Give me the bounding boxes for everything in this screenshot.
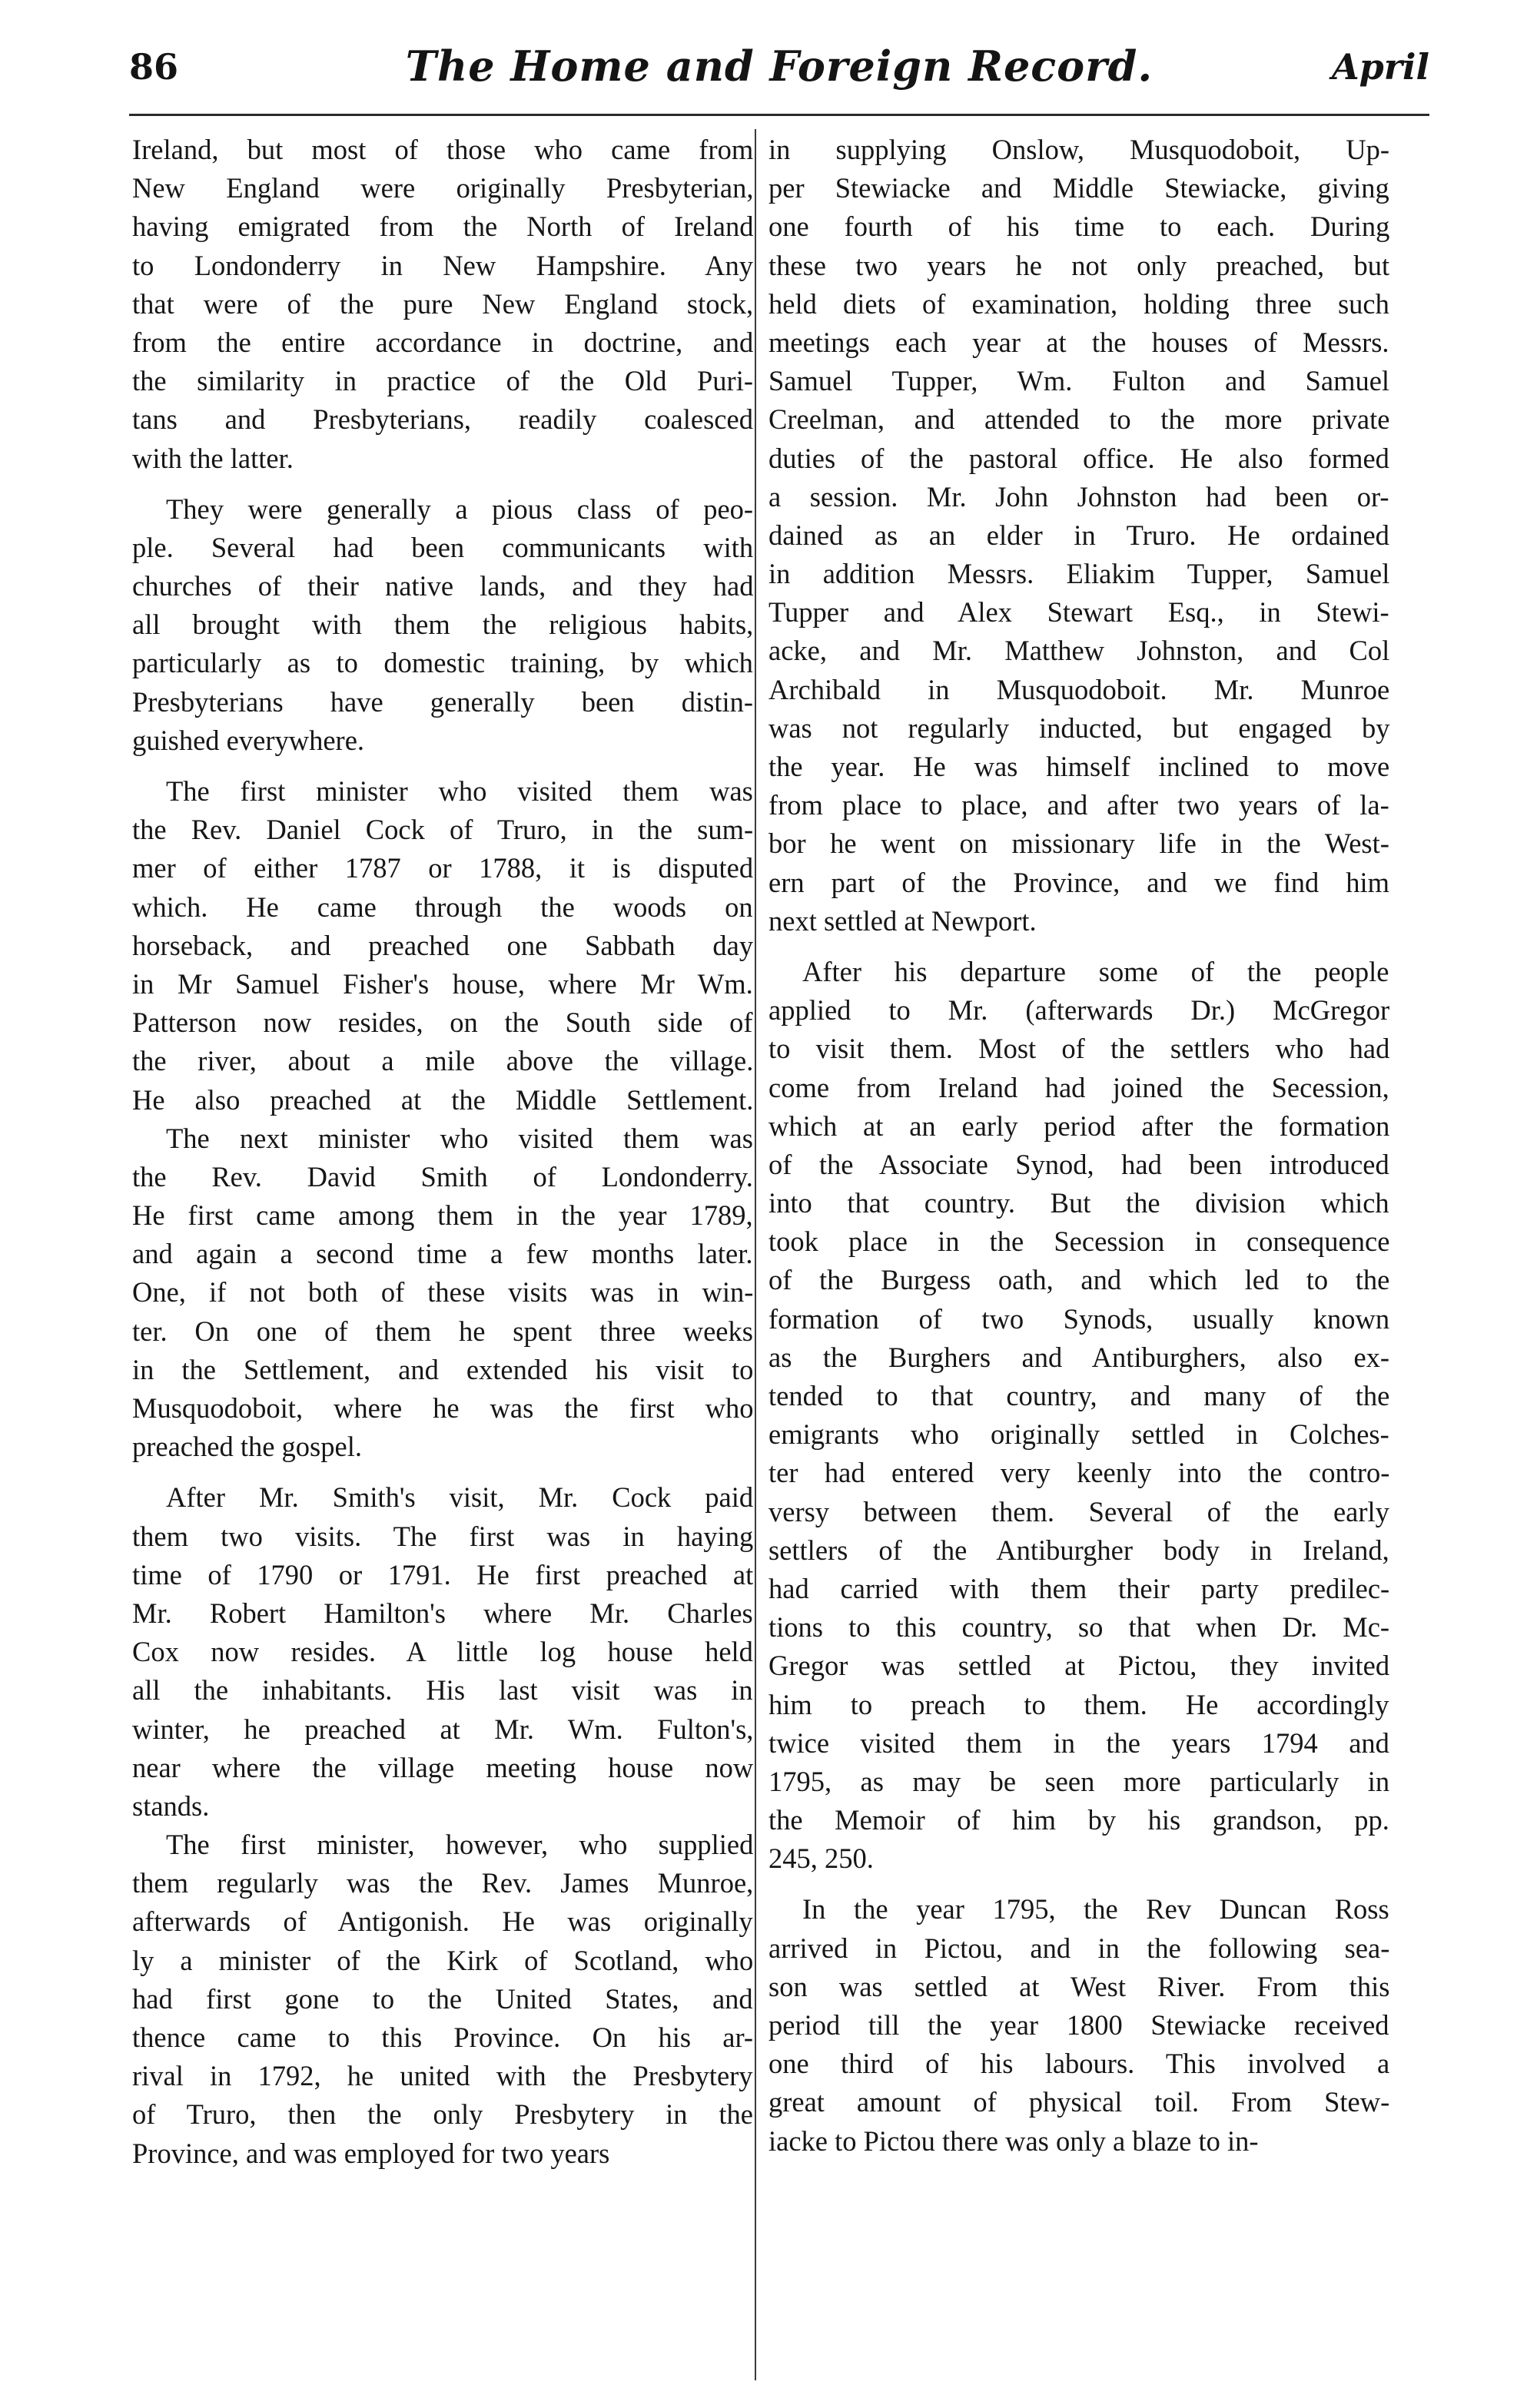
text-line: The first minister, however, who supplied — [166, 1829, 754, 1861]
text-line: him to preach to them. He accordingly — [768, 1688, 1389, 1720]
text-line: rival in 1792, he united with the Presbytery — [132, 2060, 753, 2092]
text-line: in Mr Samuel Fisher's house, where Mr Wm. — [132, 967, 753, 1000]
text-line: Samuel Tupper, Wm. Fulton and Samuel — [768, 365, 1390, 397]
left-column — [132, 131, 753, 2185]
text-line: of the Associate Synod, had been introduced — [768, 1148, 1389, 1180]
text-line: One, if not both of these visits was in win- — [132, 1276, 754, 1308]
text-line: tans and Presbyterians, readily coalesced — [132, 403, 753, 436]
text-line: in addition Messrs. Eliakim Tupper, Samuel — [768, 558, 1390, 590]
text-line: of Truro, then the only Presbytery in the — [132, 2098, 753, 2131]
text-line: to Londonderry in New Hampshire. Any — [132, 249, 754, 281]
text-line: Province, and was employed for two years — [132, 2137, 610, 2169]
text-line: from the entire accordance in doctrine, and — [132, 326, 754, 358]
text-line: 245, 250. — [768, 1842, 874, 1875]
column-divider — [755, 129, 756, 2380]
text-line: acke, and Mr. Matthew Johnston, and Col — [768, 635, 1390, 667]
text-line: tended to that country, and many of the — [768, 1380, 1390, 1411]
text-line: and again a second time a few months later. — [132, 1238, 753, 1270]
text-line: duties of the pastoral office. He also formed — [768, 442, 1389, 474]
text-line: emigrants who originally settled in Colches- — [768, 1418, 1389, 1451]
text-line: which at an early period after the formation — [768, 1109, 1390, 1142]
text-line: that were of the pure New England stock, — [132, 287, 754, 320]
text-line: one third of his labours. This involved a — [768, 2048, 1390, 2080]
text-line: which. He came through the woods on — [132, 891, 753, 923]
page-number: 86 — [129, 46, 179, 88]
paragraph — [768, 131, 1389, 940]
text-line: Creelman, and attended to the more private — [768, 403, 1390, 436]
text-line: Presbyterians have generally been distin- — [132, 685, 754, 718]
text-line: the river, about a mile above the village. — [132, 1045, 754, 1077]
paragraph — [132, 1478, 753, 2172]
text-line: Patterson now resides, on the South side of — [132, 1007, 753, 1039]
header-rule — [129, 114, 1429, 116]
text-line: meetings each year at the houses of Messrs. — [768, 326, 1389, 358]
text-line: as the Burghers and Antiburghers, also ex- — [768, 1341, 1390, 1373]
text-line: them regularly was the Rev. James Munroe, — [132, 1867, 754, 1899]
text-line: a session. Mr. John Johnston had been or- — [768, 480, 1389, 512]
text-line: ern part of the Province, and we find him — [768, 866, 1390, 898]
text-line: winter, he preached at Mr. Wm. Fulton's, — [132, 1713, 754, 1745]
text-line: guished everywhere. — [132, 724, 365, 756]
text-line: dained as an elder in Truro. He ordained — [768, 519, 1389, 551]
text-line: He also preached at the Middle Settlement. — [132, 1083, 754, 1116]
running-title: The Home and Foreign Record. — [405, 41, 1154, 91]
text-line: mer of either 1787 or 1788, it is disputed — [132, 852, 754, 884]
text-line: twice visited them in the years 1794 and — [768, 1726, 1389, 1759]
text-line: one fourth of his time to each. During — [768, 211, 1390, 243]
text-line: the Memoir of him by his grandson, pp. — [768, 1804, 1389, 1836]
text-line: afterwards of Antigonish. He was originally — [132, 1906, 753, 1938]
text-line: thence came to this Province. On his ar- — [132, 2022, 754, 2053]
text-line: Mr. Robert Hamilton's where Mr. Charles — [132, 1597, 753, 1629]
text-line: preached the gospel. — [132, 1431, 362, 1463]
text-line: into that country. But the division which — [768, 1187, 1389, 1219]
text-line: to visit them. Most of the settlers who had — [768, 1033, 1390, 1065]
text-line: applied to Mr. (afterwards Dr.) McGregor — [768, 994, 1390, 1027]
text-line: Tupper and Alex Stewart Esq., in Stewi- — [768, 596, 1389, 629]
text-line: New England were originally Presbyterian, — [132, 172, 754, 204]
text-line: was not regularly inducted, but engaged by — [768, 711, 1390, 744]
text-line: tions to this country, so that when Dr. Mc- — [768, 1611, 1390, 1643]
text-line: with the latter. — [132, 442, 294, 474]
paragraph — [768, 953, 1389, 1879]
text-line: all brought with them the religious habits, — [132, 609, 754, 641]
text-line: particularly as to domestic training, by which — [132, 647, 753, 679]
text-line: the similarity in practice of the Old Puri- — [132, 365, 753, 397]
text-line: had first gone to the United States, and — [132, 1982, 753, 2015]
text-line: all the inhabitants. His last visit was in — [132, 1674, 753, 1706]
text-line: the year. He was himself inclined to move — [768, 751, 1390, 782]
text-line: They were generally a pious class of peo- — [166, 493, 754, 525]
text-line: these two years he not only preached, but — [768, 249, 1390, 281]
text-line: He first came among them in the year 1789, — [132, 1199, 753, 1232]
text-line: of the Burgess oath, and which led to the — [768, 1264, 1390, 1296]
text-line: Cox now resides. A little log house held — [132, 1636, 753, 1668]
text-line: them two visits. The first was in haying — [132, 1520, 754, 1552]
header-month: April — [1331, 46, 1429, 88]
text-line: having emigrated from the North of Ireland — [132, 211, 754, 243]
text-line: After his departure some of the people — [802, 955, 1389, 987]
text-line: the Rev. David Smith of Londonderry. — [132, 1160, 753, 1192]
text-line: ter. On one of them he spent three weeks — [132, 1315, 753, 1347]
paragraph — [132, 490, 753, 760]
text-line: In the year 1795, the Rev Duncan Ross — [802, 1893, 1389, 1925]
text-line: After Mr. Smith's visit, Mr. Cock paid — [166, 1481, 754, 1514]
text-line: period till the year 1800 Stewiacke received — [768, 2009, 1389, 2041]
text-line: per Stewiacke and Middle Stewiacke, giving — [768, 172, 1389, 204]
text-line: Gregor was settled at Pictou, they invited — [768, 1650, 1390, 1682]
text-line: Ireland, but most of those who came from — [132, 134, 754, 165]
text-line: horseback, and preached one Sabbath day — [132, 929, 754, 961]
right-column — [768, 131, 1389, 2173]
text-line: took place in the Secession in consequence — [768, 1226, 1390, 1258]
text-line: ly a minister of the Kirk of Scotland, who — [132, 1944, 754, 1976]
text-line: great amount of physical toil. From Stew- — [768, 2086, 1390, 2118]
text-line: churches of their native lands, and they had — [132, 570, 754, 602]
text-line: iacke to Pictou there was only a blaze to in- — [768, 2124, 1259, 2157]
text-line: versy between them. Several of the early — [768, 1495, 1389, 1527]
text-line: time of 1790 or 1791. He first preached at — [132, 1558, 754, 1590]
paragraph — [132, 772, 753, 1466]
text-line: held diets of examination, holding three such — [768, 287, 1389, 320]
running-header — [129, 40, 1429, 94]
text-line: had carried with them their party predilec- — [768, 1572, 1390, 1604]
text-line: come from Ireland had joined the Secession, — [768, 1071, 1389, 1103]
text-line: formation of two Synods, usually known — [768, 1302, 1390, 1335]
text-line: stands. — [132, 1789, 210, 1822]
text-line: in the Settlement, and extended his visit to — [132, 1353, 754, 1385]
text-line: from place to place, and after two years of la- — [768, 789, 1389, 821]
text-line: next settled at Newport. — [768, 904, 1037, 937]
text-line: ter had entered very keenly into the contro- — [768, 1457, 1390, 1489]
text-line: settlers of the Antiburgher body in Ireland, — [768, 1534, 1389, 1566]
paragraph — [132, 131, 753, 478]
text-line: Musquodoboit, where he was the first who — [132, 1392, 754, 1424]
paragraph — [768, 1890, 1389, 2160]
text-line: The first minister who visited them was — [166, 775, 753, 807]
text-line: Archibald in Musquodoboit. Mr. Munroe — [768, 673, 1390, 705]
text-line: The next minister who visited them was — [166, 1122, 753, 1154]
text-line: son was settled at West River. From this — [768, 1970, 1390, 2002]
text-line: 1795, as may be seen more particularly in — [768, 1765, 1390, 1797]
text-line: near where the village meeting house now — [132, 1751, 754, 1783]
text-line: in supplying Onslow, Musquodoboit, Up- — [768, 134, 1390, 165]
text-line: bor he went on missionary life in the West- — [768, 828, 1389, 860]
text-line: ple. Several had been communicants with — [132, 531, 754, 563]
text-line: the Rev. Daniel Cock of Truro, in the sum- — [132, 814, 754, 846]
text-line: arrived in Pictou, and in the following sea- — [768, 1932, 1390, 1964]
